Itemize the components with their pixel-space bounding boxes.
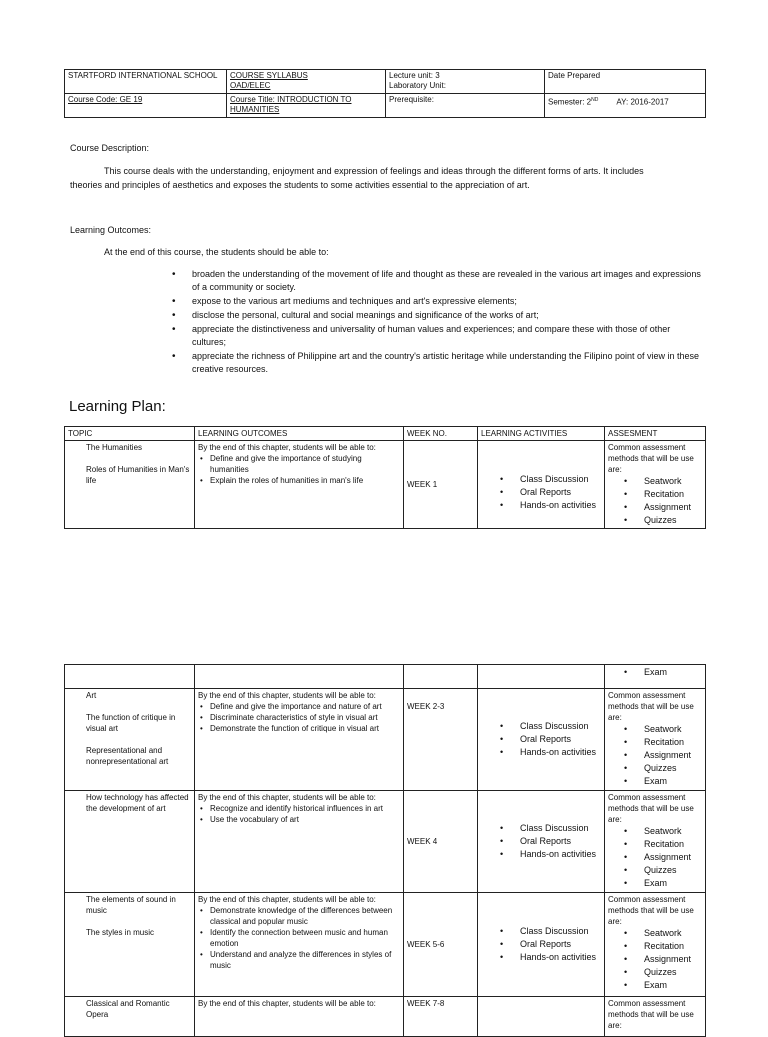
units-cell: [386, 70, 545, 94]
semester-cell: [545, 94, 706, 118]
col-header-outcomes: LEARNING OUTCOMES: [195, 427, 404, 441]
topic-cell: [65, 441, 195, 529]
list-item: • Seatwork: [644, 723, 702, 736]
learning-plan-title: Learning Plan:: [69, 398, 166, 415]
chapter-intro: By the end of this chapter, students will be able to:: [198, 999, 376, 1008]
topic-cell: [65, 997, 195, 1037]
topic-cell: [65, 665, 195, 689]
list-item: • Hands-on activities: [520, 951, 601, 964]
learning-plan-table-continued: [64, 664, 706, 1037]
chapter-intro: By the end of this chapter, students will be able to:: [198, 895, 376, 904]
week-cell: [404, 893, 478, 997]
activities-cell: [478, 665, 605, 689]
topic: The styles in music: [86, 928, 155, 937]
assessment-cell: [605, 689, 706, 791]
week-label: WEEK 2-3: [407, 702, 445, 711]
chapter-intro: By the end of this chapter, students will be able to:: [198, 793, 376, 802]
outcomes-cell: [195, 689, 404, 791]
course-title-cell: [227, 94, 386, 118]
list-item: • Define and give the importance of studying humanities: [210, 453, 400, 475]
activities-list: [481, 720, 601, 759]
course-description-heading: Course Description:: [70, 143, 150, 153]
table-row: [65, 791, 706, 893]
outcomes-cell: [195, 893, 404, 997]
list-item: • Exam: [644, 877, 702, 890]
assessment-cell: [605, 997, 706, 1037]
school-name-cell: [65, 70, 227, 94]
list-item: • Define and give the importance and nature of art: [210, 701, 400, 712]
assessment-intro: Common assessment methods that will be use are:: [608, 691, 694, 722]
list-item: • Class Discussion: [520, 925, 601, 938]
assessment-intro: Common assessment methods that will be use are:: [608, 999, 694, 1030]
learning-plan-table: [64, 426, 706, 529]
list-item: • Exam: [644, 666, 702, 679]
week-label: WEEK 7-8: [407, 999, 445, 1008]
date-prepared-cell: [545, 70, 706, 94]
list-item: • Class Discussion: [520, 720, 601, 733]
outcomes-cell: [195, 791, 404, 893]
syllabus-cell: [227, 70, 386, 94]
list-item: • Oral Reports: [520, 938, 601, 951]
week-cell: [404, 997, 478, 1037]
topic: The function of critique in visual art: [86, 713, 176, 733]
learning-outcomes-intro: At the end of this course, the students should be able to:: [104, 247, 329, 257]
topic: Art: [86, 691, 97, 700]
table-row: [65, 997, 706, 1037]
table-row: [65, 441, 706, 529]
list-item: • Seatwork: [644, 927, 702, 940]
course-description-line2: theories and principles of aesthetics and exposes the students to some activities essential to the appreciation of art.: [70, 180, 530, 190]
date-prepared: Date Prepared: [548, 71, 601, 80]
academic-year: AY: 2016-2017: [616, 97, 669, 107]
col-header-topic: TOPIC: [65, 427, 195, 441]
assessment-cell: [605, 791, 706, 893]
list-item: • Oral Reports: [520, 835, 601, 848]
activities-cell: [478, 997, 605, 1037]
list-item: • broaden the understanding of the movement of life and thought as these are revealed in the various art images and expressions of a community or society.: [168, 268, 703, 294]
table-header-row: [65, 427, 706, 441]
lecture-unit: Lecture unit: 3: [389, 71, 440, 80]
course-code-cell: [65, 94, 227, 118]
col-header-assessment: ASSESMENT: [605, 427, 706, 441]
table-row: [65, 893, 706, 997]
learning-outcomes-heading: Learning Outcomes:: [70, 225, 152, 235]
list-item: • Quizzes: [644, 966, 702, 979]
list-item: • appreciate the richness of Philippine art and the country's artistic heritage while understanding the Filipino point of view in these creative resources.: [168, 350, 703, 376]
assessment-intro: Common assessment methods that will be use are:: [608, 443, 694, 474]
list-item: • Seatwork: [644, 475, 702, 488]
list-item: • Understand and analyze the differences in styles of music: [210, 949, 400, 971]
list-item: • Use the vocabulary of art: [210, 814, 400, 825]
learning-outcomes-list: [168, 268, 703, 377]
list-item: • Quizzes: [644, 514, 702, 527]
topic: How technology has affected the development of art: [86, 793, 189, 813]
list-item: • Demonstrate knowledge of the differences between classical and popular music: [210, 905, 400, 927]
week-cell: WEEK 1: [404, 441, 478, 529]
chapter-intro: By the end of this chapter, students will be able to:: [198, 691, 376, 700]
list-item: • Demonstrate the function of critique in visual art: [210, 723, 400, 734]
list-item: • Assignment: [644, 749, 702, 762]
course-code: Course Code: GE 19: [68, 95, 143, 104]
topic: The elements of sound in music: [86, 895, 176, 915]
chapter-intro: By the end of this chapter, students will be able to:: [198, 443, 376, 452]
activities-list: [481, 925, 601, 964]
assessment-cell: [605, 893, 706, 997]
topic: The Humanities: [86, 443, 143, 452]
assessment-list: [608, 723, 702, 788]
semester: Semester: 2: [548, 97, 592, 107]
topic-cell: [65, 893, 195, 997]
prerequisite-cell: [386, 94, 545, 118]
week-cell: [404, 791, 478, 893]
assessment-intro: Common assessment methods that will be use are:: [608, 793, 694, 824]
course-title-2: HUMANITIES: [230, 105, 280, 114]
list-item: • Recitation: [644, 838, 702, 851]
topic: Classical and Romantic Opera: [86, 999, 170, 1019]
outcomes-list: [198, 701, 400, 734]
list-item: • Class Discussion: [520, 473, 601, 486]
outcomes-cell: [195, 441, 404, 529]
list-item: • Exam: [644, 979, 702, 992]
list-item: • Assignment: [644, 953, 702, 966]
list-item: • Recognize and identify historical influences in art: [210, 803, 400, 814]
outcomes-cell: [195, 665, 404, 689]
topic-cell: [65, 689, 195, 791]
assessment-list: [608, 666, 702, 679]
list-item: • Exam: [644, 775, 702, 788]
school-name: STARTFORD INTERNATIONAL SCHOOL: [68, 71, 218, 80]
syllabus-header-table: [64, 69, 706, 118]
prerequisite: Prerequisite:: [389, 95, 434, 104]
outcomes-list: [198, 905, 400, 971]
activities-cell: [478, 893, 605, 997]
assessment-list: [608, 927, 702, 992]
list-item: • Recitation: [644, 940, 702, 953]
semester-sup: ND: [591, 97, 599, 103]
list-item: • Oral Reports: [520, 486, 601, 499]
course-title: Course Title: INTRODUCTION TO: [230, 95, 352, 104]
topic: Representational and nonrepresentational art: [86, 746, 169, 766]
outcomes-list: [198, 803, 400, 825]
topic-cell: [65, 791, 195, 893]
syllabus-subtitle: OAD/ELEC: [230, 81, 271, 90]
list-item: • disclose the personal, cultural and social meanings and significance of the works of art;: [168, 309, 703, 322]
week-label: WEEK 5-6: [407, 940, 445, 949]
list-item: • Assignment: [644, 851, 702, 864]
list-item: • Identify the connection between music and human emotion: [210, 927, 400, 949]
activities-cell: [478, 791, 605, 893]
list-item: • Recitation: [644, 736, 702, 749]
col-header-week: WEEK NO.: [404, 427, 478, 441]
list-item: • Hands-on activities: [520, 499, 601, 512]
list-item: • Quizzes: [644, 864, 702, 877]
table-row: [65, 689, 706, 791]
activities-cell: [478, 689, 605, 791]
activities-list: [481, 822, 601, 861]
list-item: • appreciate the distinctiveness and universality of human values and experiences; and compare these with those of other cultures;: [168, 323, 703, 349]
activities-cell: [478, 441, 605, 529]
assessment-intro: Common assessment methods that will be use are:: [608, 895, 694, 926]
assessment-list: [608, 475, 702, 527]
activities-list: [481, 473, 601, 512]
list-item: • Quizzes: [644, 762, 702, 775]
week-label: WEEK 4: [407, 837, 438, 846]
week-cell: [404, 665, 478, 689]
list-item: • Hands-on activities: [520, 746, 601, 759]
list-item: • Explain the roles of humanities in man's life: [210, 475, 400, 486]
week-cell: [404, 689, 478, 791]
list-item: • Oral Reports: [520, 733, 601, 746]
syllabus-title: COURSE SYLLABUS: [230, 71, 308, 80]
list-item: • Class Discussion: [520, 822, 601, 835]
lab-unit: Laboratory Unit:: [389, 81, 446, 90]
list-item: • Discriminate characteristics of style in visual art: [210, 712, 400, 723]
assessment-cell: [605, 441, 706, 529]
list-item: • Assignment: [644, 501, 702, 514]
list-item: • Recitation: [644, 488, 702, 501]
list-item: • Hands-on activities: [520, 848, 601, 861]
list-item: • Seatwork: [644, 825, 702, 838]
list-item: • expose to the various art mediums and techniques and art's expressive elements;: [168, 295, 703, 308]
col-header-activities: LEARNING ACTIVITIES: [478, 427, 605, 441]
outcomes-list: [198, 453, 400, 486]
assessment-cell: [605, 665, 706, 689]
course-description-line1: This course deals with the understanding, enjoyment and expression of feelings and ideas through the different forms of arts. It includes: [104, 166, 644, 176]
assessment-list: [608, 825, 702, 890]
table-row: [65, 665, 706, 689]
outcomes-cell: [195, 997, 404, 1037]
topic: Roles of Humanities in Man's life: [86, 465, 190, 485]
